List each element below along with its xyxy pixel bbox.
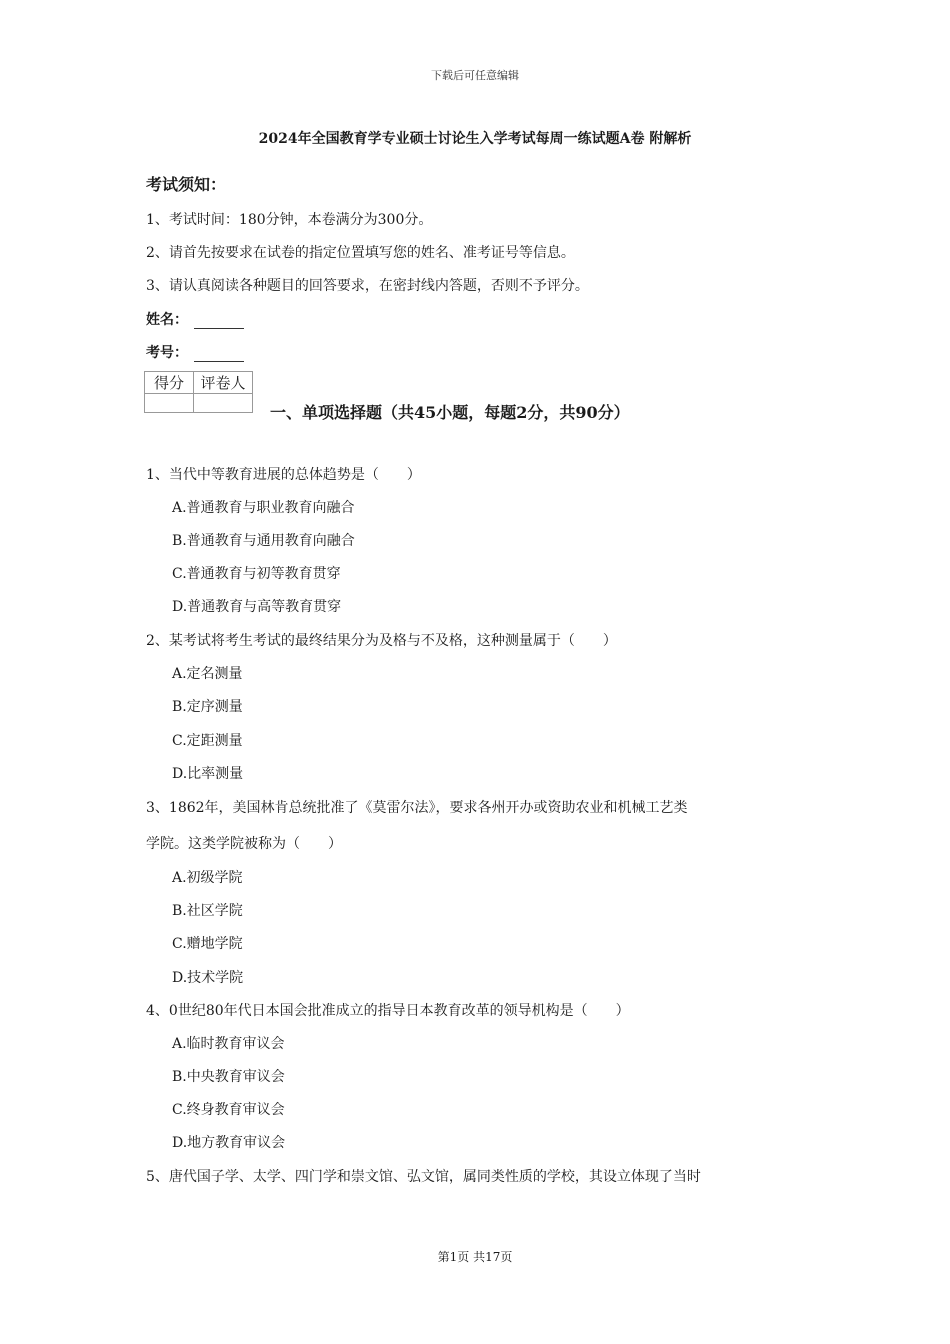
question-stem: 4、0世纪80年代日本国会批准成立的指导日本教育改革的领导机构是（ ） xyxy=(146,1003,630,1019)
grader-cell[interactable] xyxy=(194,394,253,413)
question-stem: 2、某考试将考生考试的最终结果分为及格与不及格，这种测量属于（ ） xyxy=(146,633,617,649)
question-option: B.社区学院 xyxy=(172,903,243,919)
grader-header: 评卷人 xyxy=(194,372,253,394)
question-option: D.普通教育与高等教育贯穿 xyxy=(172,599,342,615)
question-stem: 3、1862年，美国林肯总统批准了《莫雷尔法》，要求各州开办或资助农业和机械工艺类 xyxy=(146,800,688,816)
question-stem-continued: 学院。这类学院被称为（ ） xyxy=(146,836,342,852)
question-option: C.普通教育与初等教育贯穿 xyxy=(172,566,341,582)
exam-id-blank[interactable] xyxy=(194,347,244,362)
question-option: B.中央教育审议会 xyxy=(172,1069,285,1085)
score-table xyxy=(144,371,253,413)
question-option: A.定名测量 xyxy=(172,666,243,682)
document-title: 2024年全国教育学专业硕士讨论生入学考试每周一练试题A卷 附解析 xyxy=(258,131,692,147)
question-option: B.普通教育与通用教育向融合 xyxy=(172,533,355,549)
question-option: A.普通教育与职业教育向融合 xyxy=(172,500,355,516)
question-option: A.初级学院 xyxy=(172,870,243,886)
question-option: A.临时教育审议会 xyxy=(172,1036,285,1052)
notice-heading: 考试须知： xyxy=(146,175,227,194)
exam-id-label: 考号： xyxy=(146,345,188,361)
page-footer: 第1页 共17页 xyxy=(437,1250,513,1264)
exam-id-field xyxy=(146,342,244,362)
question-option: C.赠地学院 xyxy=(172,936,243,952)
notice-item: 3、请认真阅读各种题目的回答要求，在密封线内答题，否则不予评分。 xyxy=(146,278,589,294)
question-option: D.技术学院 xyxy=(172,970,244,986)
question-option: C.定距测量 xyxy=(172,733,243,749)
question-option: D.地方教育审议会 xyxy=(172,1135,286,1151)
score-cell[interactable] xyxy=(145,394,194,413)
section-title: 一、单项选择题（共45小题，每题2分，共90分） xyxy=(270,403,630,422)
header-note: 下载后可任意编辑 xyxy=(431,69,519,82)
score-header: 得分 xyxy=(145,372,194,394)
question-option: B.定序测量 xyxy=(172,699,243,715)
question-stem: 1、当代中等教育进展的总体趋势是（ ） xyxy=(146,467,421,483)
question-option: D.比率测量 xyxy=(172,766,244,782)
notice-item: 2、请首先按要求在试卷的指定位置填写您的姓名、准考证号等信息。 xyxy=(146,245,575,261)
notice-item: 1、考试时间：180分钟，本卷满分为300分。 xyxy=(146,212,433,228)
question-stem: 5、唐代国子学、太学、四门学和崇文馆、弘文馆，属同类性质的学校，其设立体现了当时 xyxy=(146,1169,701,1185)
question-option: C.终身教育审议会 xyxy=(172,1102,285,1118)
name-field xyxy=(146,309,244,329)
name-label: 姓名： xyxy=(146,312,188,328)
name-blank[interactable] xyxy=(194,314,244,329)
